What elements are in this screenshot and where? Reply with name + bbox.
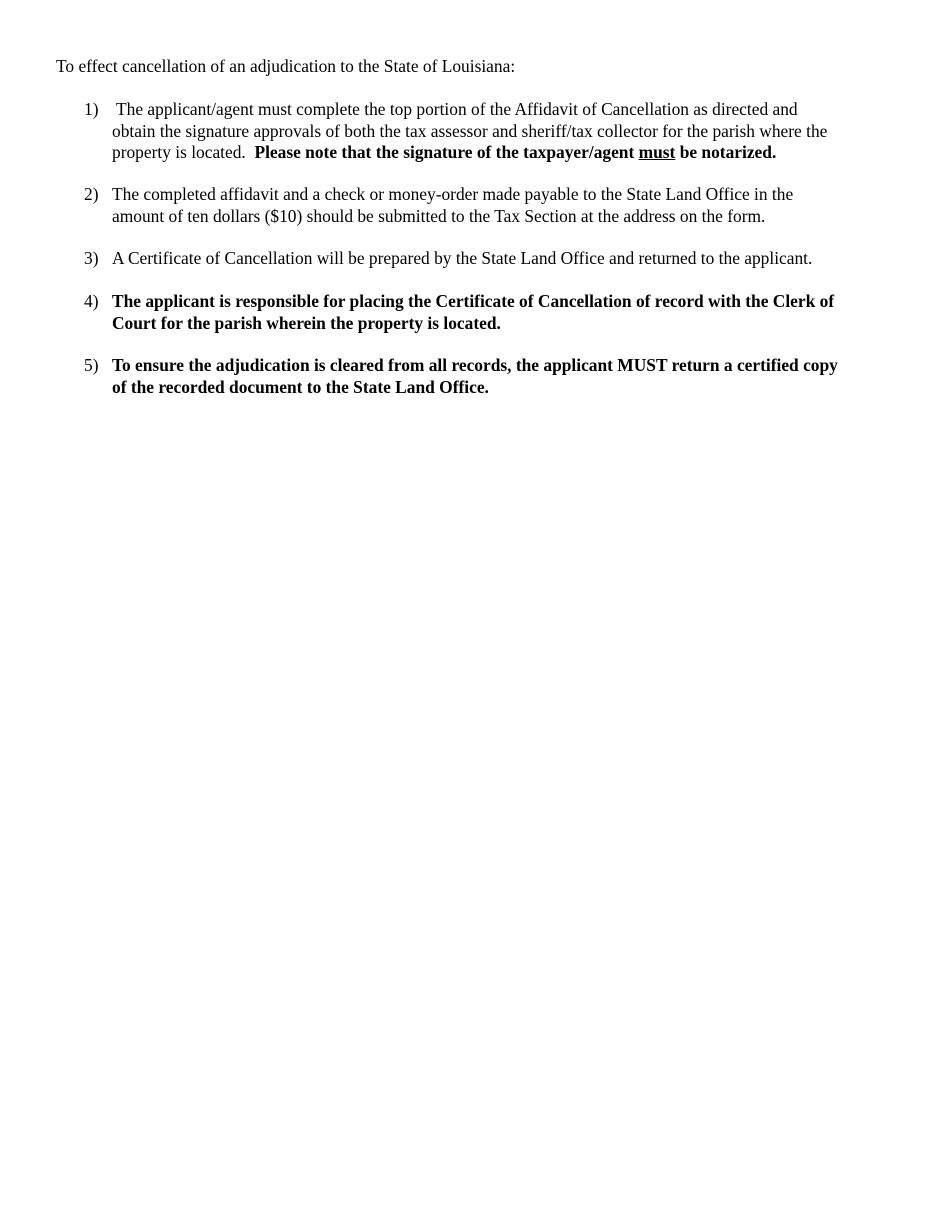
list-number-1: 1) bbox=[84, 99, 99, 119]
list-item-4-line-1: The applicant is responsible for placing the Certificate of Cancellation of record with the Clerk of bbox=[112, 291, 835, 311]
notarize-note-emphasis: must bbox=[638, 142, 676, 162]
list-item-2-text bbox=[112, 184, 912, 227]
list-item-1-text bbox=[112, 99, 912, 164]
list-item-1-line-3 bbox=[112, 142, 912, 164]
list-number-2: 2) bbox=[84, 184, 99, 204]
list-item-2-line-2: amount of ten dollars ($10) should be submitted to the Tax Section at the address on the form. bbox=[112, 205, 766, 226]
list-item-2-line-1: The completed affidavit and a check or money-order made payable to the State Land Office in the bbox=[112, 184, 794, 204]
list-item-4-line-2: Court for the parish wherein the property is located. bbox=[112, 312, 501, 333]
list-number-5: 5) bbox=[84, 355, 99, 375]
intro-text: To effect cancellation of an adjudication to the State of Louisiana: bbox=[56, 56, 516, 76]
list-item-5-text bbox=[112, 355, 912, 398]
list-item-1-line-2: obtain the signature approvals of both the tax assessor and sheriff/tax collector for the parish where the bbox=[112, 120, 828, 141]
list-item-1-line-1: The applicant/agent must complete the top portion of the Affidavit of Cancellation as directed and bbox=[112, 99, 798, 119]
list-item-3-line-1: A Certificate of Cancellation will be prepared by the State Land Office and returned to the applicant. bbox=[112, 248, 813, 268]
list-item-1-line-3-plain: property is located. bbox=[112, 142, 255, 162]
list-item-5-line-1: To ensure the adjudication is cleared from all records, the applicant MUST return a certified copy bbox=[112, 355, 838, 375]
list-item-4-text bbox=[112, 291, 912, 334]
notarize-note-part-2: be notarized. bbox=[675, 142, 777, 162]
list-number-4: 4) bbox=[84, 291, 99, 311]
notarize-note-part-1: Please note that the signature of the taxpayer/agent bbox=[254, 142, 639, 162]
list-item-3-text bbox=[112, 248, 912, 270]
list-item-5-line-2: of the recorded document to the State Land Office. bbox=[112, 376, 489, 397]
list-number-3: 3) bbox=[84, 248, 99, 268]
